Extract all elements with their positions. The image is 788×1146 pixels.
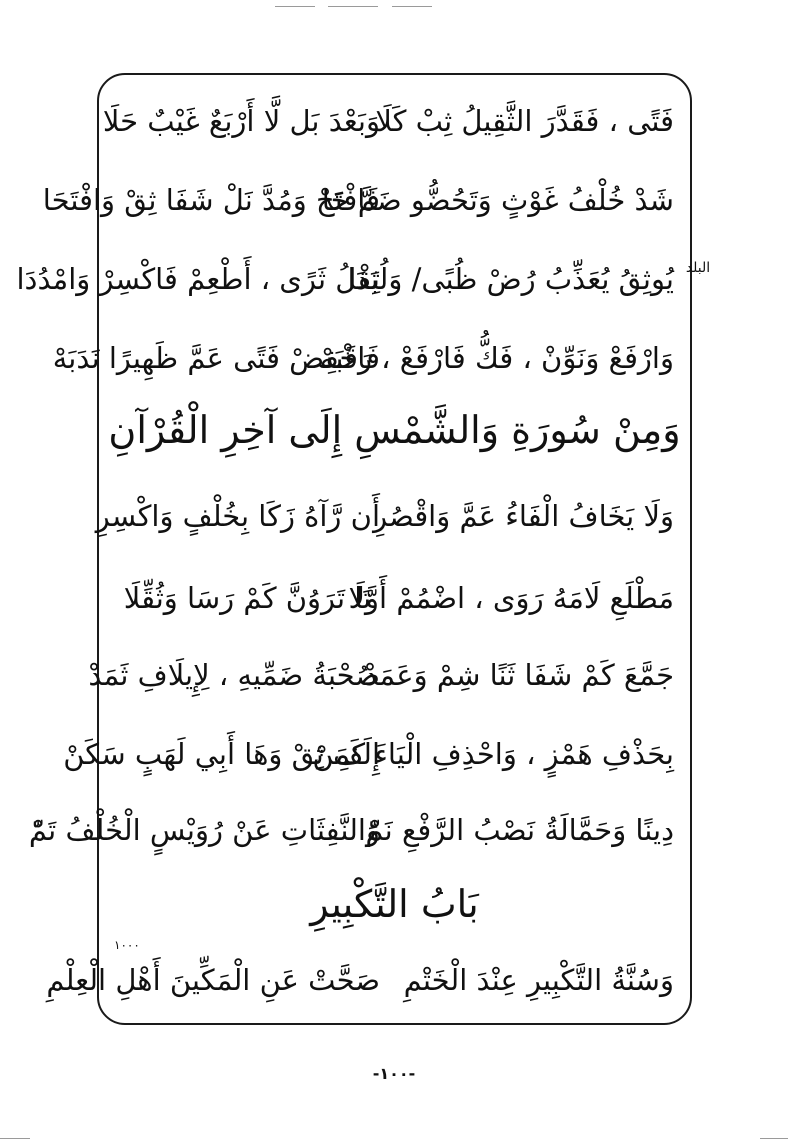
verse-second-hemistich: وَبَعْدَ بَل لَّا أَرْبَعٌ غَيْبٌ حَلَا bbox=[102, 104, 380, 138]
verse-number: ١٠٠٠ bbox=[114, 938, 140, 952]
verse-row bbox=[63, 724, 692, 784]
margin-note: البلد bbox=[685, 260, 711, 276]
verse-row bbox=[97, 91, 692, 151]
verse-row bbox=[97, 486, 692, 546]
verse-second-hemistich: وَالنَّفِثَاتِ عَنْ رُوَيْسٍ الْخُلْفُ تَمّْ bbox=[28, 813, 380, 847]
verse-first-hemistich: بِحَذْفِ هَمْزٍ ، وَاحْذِفِ الْيَاءَ كَمَنْ bbox=[312, 737, 674, 771]
verse-second-hemistich: إِلَفِ ثِقْ وَهَا أَبِي لَهَبٍ سَكَنْ bbox=[63, 737, 380, 771]
verse-first-hemistich: فَتًى ، فَقَدَّرَ الثَّقِيلُ ثِبْ كَلَا bbox=[375, 104, 674, 138]
top-rule-right bbox=[392, 6, 432, 7]
verse-first-hemistich: مَطْلَعِ لَامَهُ رَوَى ، اضْمُمْ أَوَّلَا bbox=[348, 581, 674, 615]
chapter-heading: بَابُ التَّكْبِيرِ bbox=[310, 882, 479, 926]
verse-second-hemistich: فَاخْفِضْ فَتًى عَمَّ ظَهِيرًا نَدَبَهْ bbox=[52, 341, 380, 375]
verse-second-hemistich: صَحَّتْ عَنِ الْمَكِّينَ أَهْلِ الْعِلْمِ bbox=[46, 963, 380, 997]
verse-row bbox=[28, 800, 692, 860]
top-rule-left bbox=[275, 6, 315, 7]
verse-row bbox=[97, 568, 692, 628]
verse-second-hemistich: تَا تَرَوُنَّ كَمْ رَسَا وَثُقِّلَا bbox=[123, 581, 372, 615]
verse-second-hemistich: فَافْتَحْ وَمُدَّ نَلْ شَفَا ثِقْ وَافْتَحَا bbox=[42, 183, 380, 217]
verse-first-hemistich: وَارْفَعْ وَنَوِّنْ ، فَكُّ فَارْفَعْ ، رَقَبَهْ bbox=[319, 341, 674, 375]
verse-first-hemistich: شَدْ خُلْفُ غَوْثٍ وَتَحُضُّو ضَمَّ حَا bbox=[321, 183, 674, 217]
verse-first-hemistich: يُوثِقُ يُعَذِّبُ رُضْ ظُبًى/ وَلُبَدَا bbox=[347, 262, 674, 296]
verse-second-hemistich: ثِقْلُ ثَرًى ، أَطْعِمْ فَاكْسِرْ وَامْدُدَا bbox=[16, 262, 380, 296]
corner-rule-right bbox=[760, 1138, 788, 1139]
verse-row bbox=[52, 328, 692, 388]
surah-heading: وَمِنْ سُورَةِ وَالشَّمْسِ إِلَى آخِرِ الْقُرْآنِ bbox=[108, 408, 681, 452]
verse-row bbox=[88, 645, 692, 705]
page-number: -١٠٠- bbox=[372, 1064, 416, 1083]
verse-second-hemistich: صُحْبَةُ ضَمِّيهِ ، لِإِيلَافِ ثَمَدْ bbox=[88, 658, 380, 692]
top-rule-center bbox=[328, 6, 378, 7]
corner-rule-left bbox=[0, 1138, 30, 1139]
verse-row bbox=[46, 950, 692, 1010]
verse-first-hemistich: جَمَّعَ كَمْ شَفَا ثَنًا شِمْ وَعَمَدْ bbox=[364, 658, 674, 692]
verse-first-hemistich: دِينًا وَحَمَّالَةُ نَصْبُ الرَّفْعِ نَمّْ bbox=[365, 813, 674, 847]
verse-first-hemistich: وَسُنَّةُ التَّكْبِيرِ عِنْدَ الْخَتْمِ bbox=[403, 963, 674, 997]
verse-second-hemistich: أَن رَّآهُ زَكَا بِخُلْفٍ وَاكْسِرِ bbox=[95, 499, 380, 533]
verse-first-hemistich: وَلَا يَخَافُ الْفَاءُ عَمَّ وَاقْصُرِ bbox=[373, 499, 674, 533]
verse-row bbox=[42, 170, 692, 230]
verse-row bbox=[16, 249, 692, 309]
